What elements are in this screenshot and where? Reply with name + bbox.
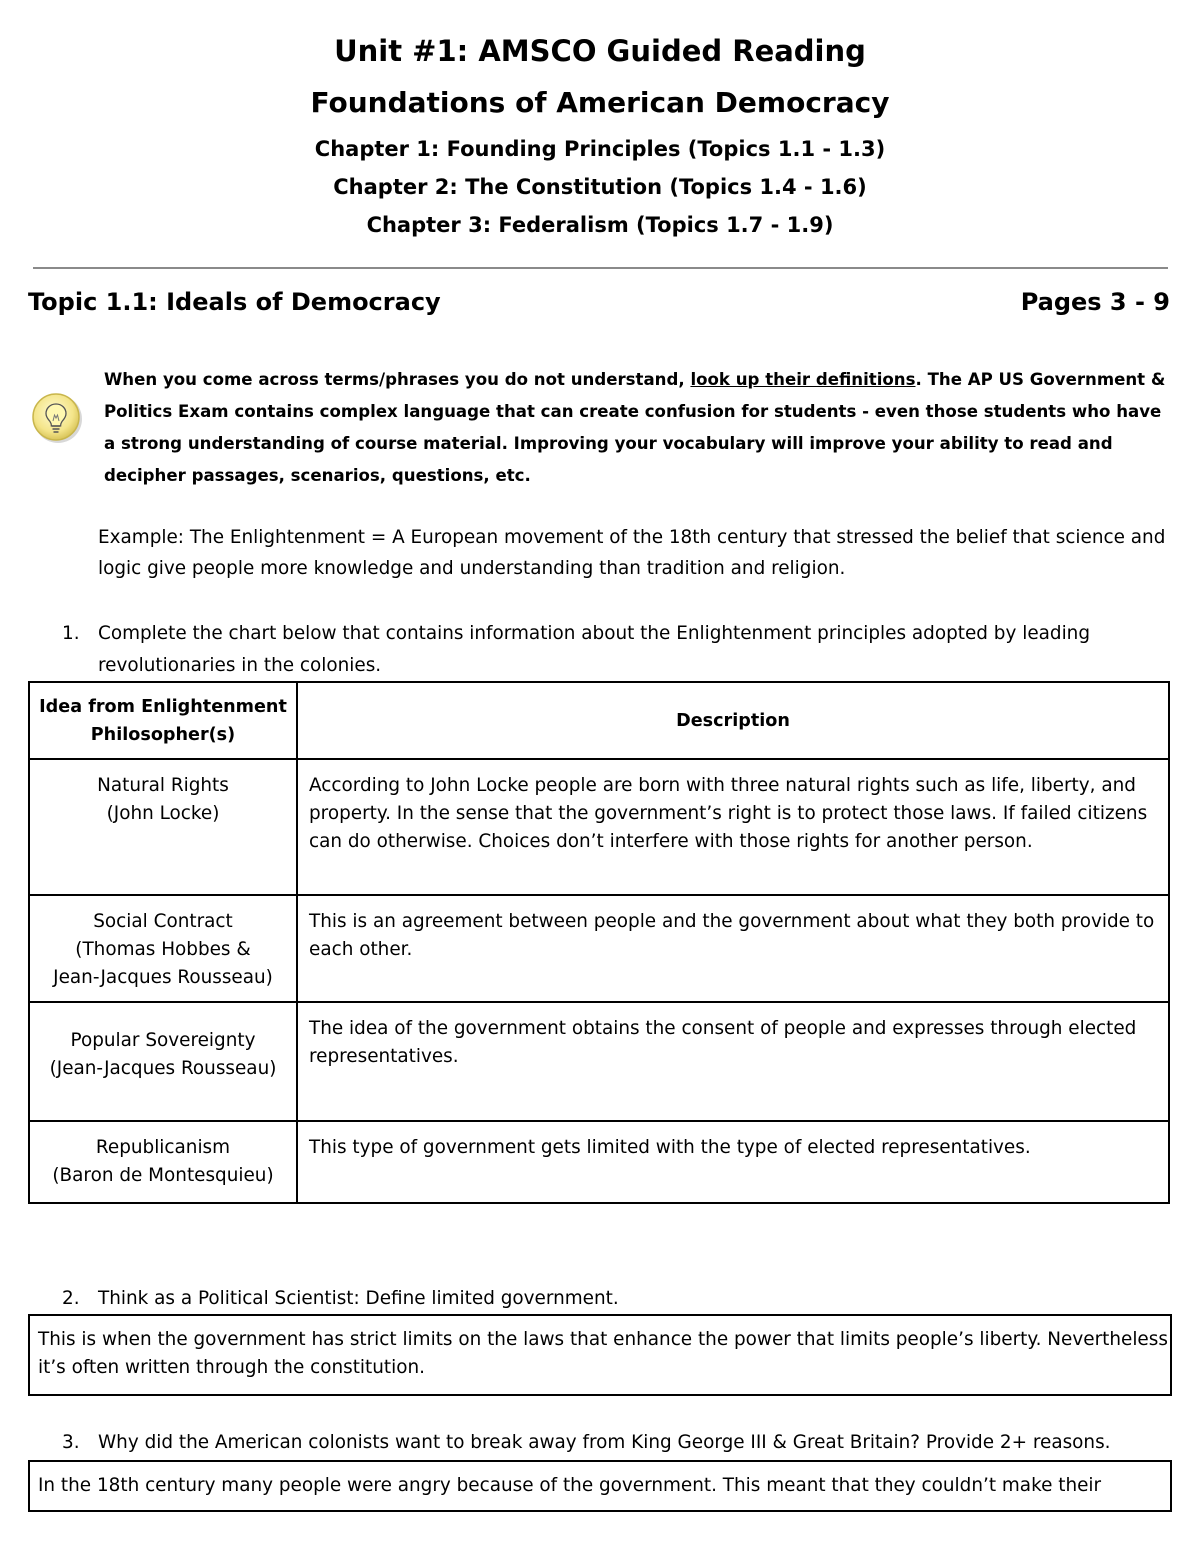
idea-cell (29, 1002, 297, 1121)
tip-text-after: . The AP US Government & Politics Exam contains complex language that can create confusion for students - even those students who have a strong understanding of course material. Improving your vocabulary will improve your ability to read and decipher passages, scenarios, questions, etc. (104, 370, 1166, 485)
idea-philosopher: (Thomas Hobbes & (75, 939, 251, 960)
header-divider (33, 267, 1168, 269)
tip-link-text: look up their definitions (690, 370, 916, 389)
idea-philosopher: (Baron de Montesquieu) (52, 1165, 274, 1186)
question-3-number: 3. (62, 1432, 80, 1453)
document-title: Unit #1: AMSCO Guided Reading (334, 34, 866, 68)
example-definition: Example: The Enlightenment = A European movement of the 18th century that stressed the belief that science and logic give people more knowledge and understanding than tradition and religion. (98, 527, 1166, 579)
question-2-answer-box[interactable]: This is when the government has strict limits on the laws that enhance the power that limits people’s liberty. Nevertheless it’s often written through the constitution. (28, 1314, 1172, 1396)
question-1 (62, 618, 1162, 682)
idea-name: Social Contract (93, 911, 233, 932)
chapter-2-line: Chapter 2: The Constitution (Topics 1.4 - 1.6) (333, 175, 867, 199)
chart-header-description: Description (297, 682, 1169, 759)
chapter-1-line: Chapter 1: Founding Principles (Topics 1.1 - 1.3) (314, 137, 886, 161)
table-row (29, 759, 1169, 895)
question-3-text: Why did the American colonists want to break away from King George III & Great Britain? Provide 2+ reasons. (98, 1432, 1111, 1453)
table-row (29, 895, 1169, 1002)
enlightenment-chart (28, 681, 1170, 1204)
description-cell[interactable]: According to John Locke people are born with three natural rights such as life, liberty, and property. In the sense that the government’s right is to protect those laws. If failed citizens can do otherwise. Choices don’t interfere with those rights for another person. (297, 759, 1169, 895)
description-cell[interactable]: The idea of the government obtains the consent of people and expresses through elected representatives. (297, 1002, 1169, 1121)
lightbulb-icon (30, 392, 84, 446)
idea-philosopher: (Jean-Jacques Rousseau) (49, 1058, 277, 1079)
question-3 (62, 1427, 1162, 1459)
question-1-number: 1. (62, 623, 80, 644)
idea-cell (29, 759, 297, 895)
table-row (29, 1002, 1169, 1121)
description-cell[interactable]: This is an agreement between people and the government about what they both provide to each other. (297, 895, 1169, 1002)
idea-name: Natural Rights (97, 775, 229, 796)
chart-header-row (29, 682, 1169, 759)
question-1-text: Complete the chart below that contains information about the Enlightenment principles adopted by leading revolutionaries in the colonies. (98, 623, 1091, 676)
question-3-answer-box[interactable]: In the 18th century many people were angry because of the government. This meant that they couldn’t make their (28, 1460, 1172, 1512)
idea-name: Popular Sovereignty (70, 1030, 256, 1051)
description-cell[interactable]: This type of government gets limited with the type of elected representatives. (297, 1121, 1169, 1203)
chapter-3-line: Chapter 3: Federalism (Topics 1.7 - 1.9) (366, 213, 834, 237)
chart-header-idea: Idea from Enlightenment Philosopher(s) (29, 682, 297, 759)
topic-title: Topic 1.1: Ideals of Democracy (28, 288, 441, 316)
question-2-number: 2. (62, 1288, 80, 1309)
idea-cell (29, 1121, 297, 1203)
vocabulary-tip (104, 364, 1174, 492)
question-2-text: Think as a Political Scientist: Define limited government. (98, 1288, 619, 1309)
table-row (29, 1121, 1169, 1203)
document-subtitle: Foundations of American Democracy (310, 86, 890, 119)
topic-pages: Pages 3 - 9 (1020, 288, 1170, 316)
idea-cell (29, 895, 297, 1002)
tip-text-before: When you come across terms/phrases you do not understand, (104, 370, 691, 389)
idea-philosopher: Jean-Jacques Rousseau) (53, 967, 273, 988)
question-2 (62, 1283, 1162, 1315)
idea-name: Republicanism (95, 1137, 231, 1158)
idea-philosopher: (John Locke) (106, 803, 220, 824)
